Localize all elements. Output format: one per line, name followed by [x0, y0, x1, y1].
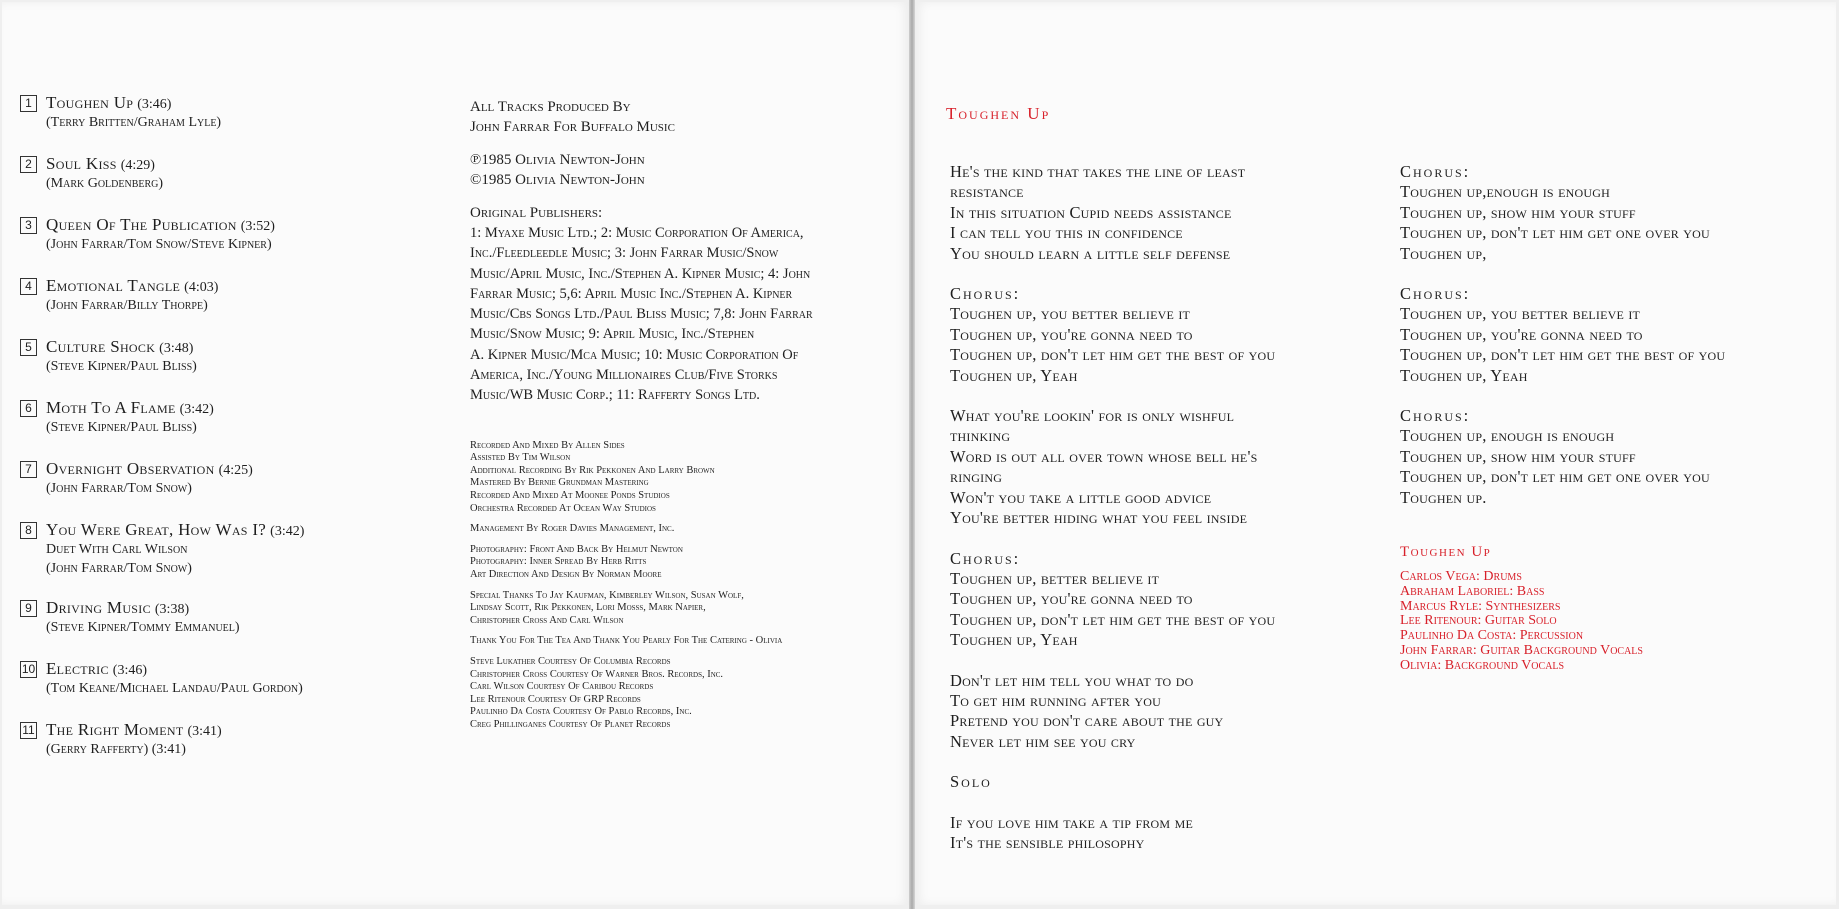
track-item [20, 659, 460, 720]
track-title: You Were Great, How Was I? [46, 520, 267, 539]
track-credit: (Terry Britten/Graham Lyle) [46, 115, 222, 130]
track-duration: (4:29) [120, 158, 155, 173]
track-title: Moth To A Flame [46, 398, 176, 417]
chorus: Chorus: Toughen up, enough is enough Toughen up, show him your stuff Toughen up, don't let him get one over you Toughen up. [1400, 406, 1820, 508]
special-thanks: Special Thanks To Jay Kaufman, Kimberley Wilson, Susan Wolf, Lindsay Scott, Rik Pekkonen, Lori Mosss, Mark Napier, Christopher Cross And Carl Wilson [470, 589, 744, 626]
musician-credit: Olivia: Background Vocals [1400, 657, 1565, 673]
verse: If you love him take a tip from me It's the sensible philosophy [950, 812, 1194, 852]
track-number: 6 [20, 400, 37, 417]
track-credit: (Gerry Rafferty) (3:41) [46, 742, 186, 757]
track-number: 1 [20, 95, 37, 112]
musician-credit: Lee Ritenour: Guitar Solo [1400, 613, 1557, 629]
chorus: Chorus: Toughen up, you better believe it Toughen up, you're gonna need to Toughen up, don't let him get the best of you Toughen up, Yeah [1400, 284, 1820, 386]
chorus-label: Chorus: [1400, 162, 1471, 181]
track-duration: (3:38) [154, 602, 190, 617]
recording-credits: Recorded And Mixed By Allen Sides Assisted By Tim Wilson Additional Recording By Rik Pekkonen And Larry Brown Mastered By Bernie Grundman Mastering Recorded And Mixed At Moonee Ponds Studios Orchestra Recorded At Ocean Way Studios [470, 439, 715, 514]
lyrics-column-right [1400, 162, 1820, 528]
song-title: Toughen Up [946, 104, 1051, 123]
track-number: 3 [20, 217, 37, 234]
track-credit: (John Farrar/Tom Snow) [46, 481, 192, 496]
track-note: Duet With Carl Wilson [46, 542, 188, 557]
track-title: Overnight Observation [46, 459, 215, 478]
phonogram-notice: ℗1985 Olivia Newton-John [470, 152, 645, 168]
track-duration: (3:42) [270, 524, 305, 539]
tea-thanks: Thank You For The Tea And Thank You Pearly For The Catering - Olivia [470, 635, 783, 647]
track-duration: (4:03) [184, 280, 219, 295]
track-list [20, 93, 460, 781]
copyright-notice: ©1985 Olivia Newton-John [470, 172, 645, 188]
track-item [20, 459, 460, 520]
track-duration: (3:46) [137, 97, 172, 112]
track-number: 11 [20, 722, 37, 739]
producer-name: John Farrar For Buffalo Music [470, 119, 675, 135]
track-item [20, 720, 460, 781]
track-credit: (Steve Kipner/Paul Bliss) [46, 420, 197, 435]
track-number: 9 [20, 600, 37, 617]
track-credit: (John Farrar/Billy Thorpe) [46, 298, 208, 313]
track-title: Electric [46, 659, 109, 678]
publishers-heading: Original Publishers: [470, 205, 603, 221]
produced-by: All Tracks Produced By [470, 99, 631, 115]
track-title: Driving Music [46, 598, 151, 617]
track-item [20, 154, 460, 215]
lyrics-column-left [950, 162, 1370, 873]
track-title: Soul Kiss [46, 154, 117, 173]
track-duration: (3:41) [187, 724, 222, 739]
track-credit: (John Farrar/Tom Snow) [46, 561, 192, 576]
track-item [20, 520, 460, 598]
management-credit: Management By Roger Davies Management, Inc. [470, 523, 675, 535]
track-number: 7 [20, 461, 37, 478]
musician-credit: Paulinho Da Costa: Percussion [1400, 628, 1584, 644]
chorus: Chorus: Toughen up, better believe it Toughen up, you're gonna need to Toughen up, don't let him get the best of you Toughen up, Yeah [950, 549, 1370, 651]
track-duration: (3:42) [179, 402, 214, 417]
booklet-spine [909, 0, 915, 909]
photography-credits: Photography: Front And Back By Helmut Newton Photography: Inner Spread By Herb Ritts Art Direction And Design By Norman Moore [470, 543, 683, 581]
publishers-list: 1: Myaxe Music Ltd.; 2: Music Corporation Of America, Inc./Fleedleedle Music; 3: John Farrar Music/Snow Music/April Music, Inc./Stephen A. Kipner Music; 4: John Farrar Music; 5,6: April Music Inc./Stephen A. Kipner Music/Cbs Songs Ltd./Paul Bliss Music; 7,8: John Farrar Music/Snow Music; 9: April Music, Inc./Stephen A. Kipner Music/Mca Music; 10: Music Corporation Of America, Inc./Young Millionaires Club/Five Storks Music/WB Music Corp.; 11: Rafferty Songs Ltd. [470, 225, 813, 404]
chorus: Chorus: Toughen up, you better believe it Toughen up, you're gonna need to Toughen up, don't let him get the best of you Toughen up, Yeah [950, 284, 1370, 386]
track-title: Emotional Tangle [46, 276, 181, 295]
track-title: Toughen Up [46, 93, 134, 112]
musician-credits-title: Toughen Up [1400, 544, 1492, 560]
verse: Don't let him tell you what to do To get him running after you Pretend you don't care about the guy Never let him see you cry [950, 670, 1224, 751]
track-duration: (4:25) [218, 463, 253, 478]
track-title: The Right Moment [46, 720, 184, 739]
track-item [20, 215, 460, 276]
track-number: 5 [20, 339, 37, 356]
musician-credit: Carlos Vega: Drums [1400, 569, 1522, 584]
track-item [20, 276, 460, 337]
track-number: 8 [20, 522, 37, 539]
musician-credit: Marcus Ryle: Synthesizers [1400, 598, 1561, 614]
musician-credit: John Farrar: Guitar Background Vocals [1400, 642, 1643, 658]
track-item [20, 598, 460, 659]
musician-credits [1400, 544, 1643, 674]
track-credit: (Mark Goldenberg) [46, 176, 164, 191]
verse: What you're lookin' for is only wishful thinking Word is out all over town whose bell he's ringing Won't you take a little good advice You're better hiding what you feel inside [950, 406, 1258, 528]
track-number: 4 [20, 278, 37, 295]
musician-credit: Abraham Laboriel: Bass [1400, 583, 1545, 599]
track-credit: (Steve Kipner/Tommy Emmanuel) [46, 620, 240, 635]
track-duration: (3:48) [159, 341, 194, 356]
courtesy-credits: Steve Lukather Courtesy Of Columbia Records Christopher Cross Courtesy Of Warner Bros. Records, Inc. Carl Wilson Courtesy Of Caribou Records Lee Ritenour Courtesy Of GRP Records Paulinho Da Costa Courtesy Of Pablo Records, Inc. Creg Phillinganes Courtesy Of Planet Records [470, 655, 724, 730]
verse: He's the kind that takes the line of least resistance In this situation Cupid needs assistance I can tell you this in confidence You should learn a little self defense [950, 162, 1246, 263]
track-credit: (Tom Keane/Michael Landau/Paul Gordon) [46, 681, 303, 696]
track-title: Culture Shock [46, 337, 156, 356]
chorus-label: Chorus: [950, 548, 1021, 568]
track-title: Queen Of The Publication [46, 215, 237, 234]
chorus-label: Chorus: [950, 284, 1021, 304]
chorus-label: Chorus: [1400, 284, 1471, 304]
track-item [20, 398, 460, 459]
chorus: Chorus: Toughen up,enough is enough Toughen up, show him your stuff Toughen up, don't let him get one over you Toughen up, [1400, 162, 1820, 264]
track-item [20, 337, 460, 398]
track-credit: (Steve Kipner/Paul Bliss) [46, 359, 197, 374]
track-duration: (3:46) [112, 663, 148, 678]
chorus-label: Chorus: [1400, 406, 1471, 426]
solo-label: Solo [950, 772, 992, 792]
production-credits [470, 97, 880, 732]
track-duration: (3:52) [240, 219, 275, 234]
track-credit: (John Farrar/Tom Snow/Steve Kipner) [46, 237, 272, 252]
track-number: 10 [21, 662, 36, 676]
track-number: 2 [20, 156, 37, 173]
track-item [20, 93, 460, 154]
